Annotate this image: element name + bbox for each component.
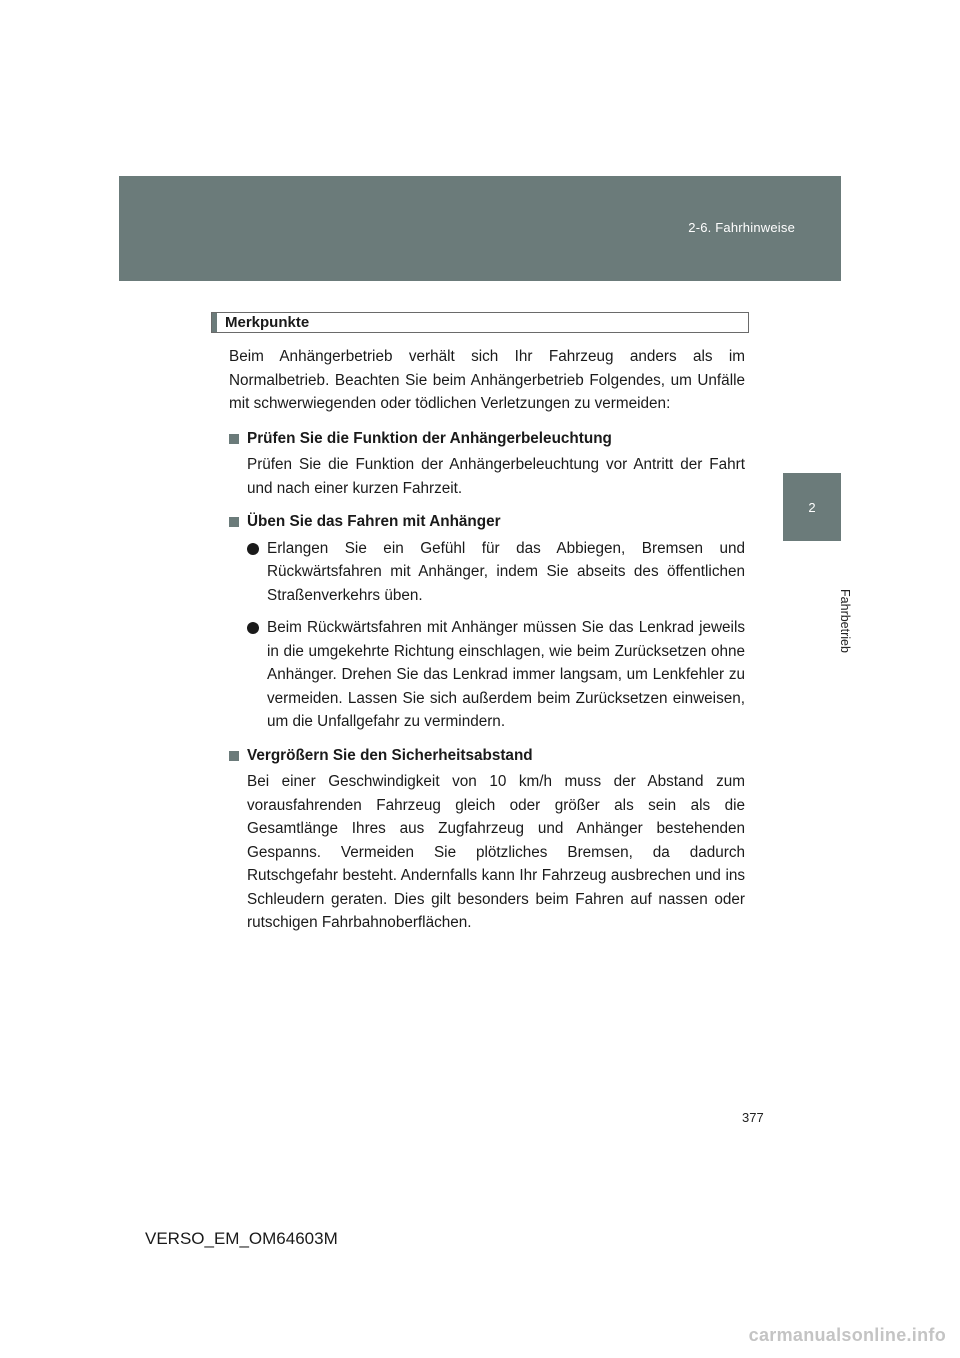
watermark: carmanualsonline.info (748, 1325, 946, 1345)
header-band (119, 176, 841, 281)
section-heading (229, 427, 745, 451)
section-practice (229, 510, 745, 734)
bullet-item (229, 616, 745, 734)
round-bullet-icon (247, 543, 259, 555)
section-body: Bei einer Geschwindigkeit von 10 km/h muss der Abstand zum vorausfahrenden Fahrzeug gleich oder größer als sein als die Gesamtlänge Ihres aus Zugfahrzeug und Anhänger bestehenden Gespanns. Vermeiden Sie plötzliches Bremsen, da dadurch Rutschgefahr besteht. Andernfalls kann Ihr Fahrzeug ausbrechen und ins Schleudern geraten. Dies gilt besonders beim Fahren auf nassen oder rutschigen Fahrbahnoberflächen. (247, 773, 745, 931)
bullet-item (229, 537, 745, 608)
chapter-label: Fahrbetrieb (838, 589, 852, 653)
section-heading-text: Prüfen Sie die Funktion der Anhängerbeleuchtung (247, 429, 612, 447)
bullet-text: Erlangen Sie ein Gefühl für das Abbiegen, Bremsen und Rückwärtsfahren mit Anhänger, indem Sie abseits des öffentlichen Straßenverkehrs üben. (267, 539, 745, 604)
bullet-text: Beim Rückwärtsfahren mit Anhänger müssen Sie das Lenkrad jeweils in die umgekehrte Richtung einschlagen, wie beim Zurücksetzen ohne Anhänger. Drehen Sie das Lenkrad immer langsam, um Lenkfehler zu vermeiden. Lassen Sie sich außerdem beim Zurücksetzen einweisen, um die Unfallgefahr zu vermindern. (267, 619, 745, 730)
section-heading-text: Vergrößern Sie den Sicherheitsabstand (247, 746, 533, 764)
box-title-bar (212, 313, 217, 332)
box-title-text: Merkpunkte (225, 314, 310, 331)
box-title (211, 312, 749, 333)
document-code: VERSO_EM_OM64603M (145, 1229, 338, 1248)
square-bullet-icon (229, 751, 239, 761)
chapter-label-container (784, 548, 852, 653)
section-title: 2-6. Fahrhinweise (688, 220, 795, 235)
square-bullet-icon (229, 434, 239, 444)
square-bullet-icon (229, 517, 239, 527)
section-distance (229, 744, 745, 935)
main-content (229, 345, 745, 945)
page-number: 377 (742, 1110, 764, 1125)
section-lighting (229, 427, 745, 501)
section-heading (229, 510, 745, 534)
round-bullet-icon (247, 622, 259, 634)
section-heading-text: Üben Sie das Fahren mit Anhänger (247, 513, 501, 530)
chapter-tab (783, 473, 841, 541)
section-body: Prüfen Sie die Funktion der Anhängerbeleuchtung vor Antritt der Fahrt und nach einer kurzen Fahrzeit. (247, 456, 745, 497)
chapter-number: 2 (808, 499, 816, 515)
section-heading (229, 744, 745, 768)
intro-paragraph: Beim Anhängerbetrieb verhält sich Ihr Fahrzeug anders als im Normalbetrieb. Beachten Sie beim Anhängerbetrieb Folgendes, um Unfälle mit schwerwiegenden oder tödlichen Verletzungen zu vermeiden: (229, 348, 745, 412)
